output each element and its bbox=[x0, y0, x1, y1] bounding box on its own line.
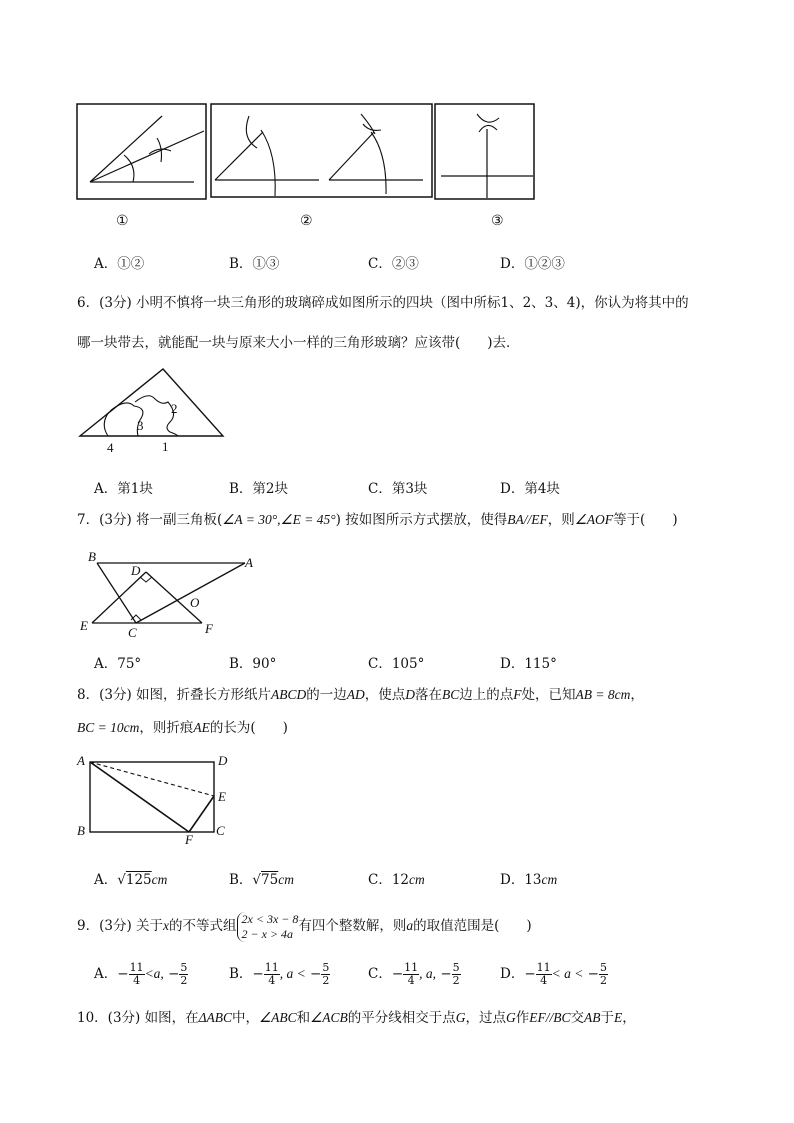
q8-text-line1: 8．(3分) 如图，折叠长方形纸片ABCD的一边AD，使点D落在BC边上的点F处，已知AB = 8cm， bbox=[77, 687, 644, 703]
q6-option-a[interactable]: A．第1块 bbox=[94, 481, 153, 497]
label-B: B bbox=[77, 823, 85, 838]
q9-text: 9．(3分) 关于x的不等式组 2x < 3x − 8 2 − x > 4a 有四个整数解，则a的取值范围是( ) bbox=[77, 911, 532, 941]
q6-option-c[interactable]: C．第3块 bbox=[368, 481, 428, 497]
label-E: E bbox=[218, 789, 226, 804]
q5-option-d[interactable]: D．①②③ bbox=[500, 256, 565, 272]
inequality-system: 2x < 3x − 8 2 − x > 4a bbox=[237, 912, 299, 942]
q7-text: 7．(3分) 将一副三角板(∠A = 30°,∠E = 45°) 按如图所示方式摆放，使得BA//EF，则∠AOF等于( ) bbox=[77, 512, 678, 528]
q8-option-b[interactable]: B．√75cm bbox=[229, 872, 294, 888]
q5-option-c[interactable]: C．②③ bbox=[368, 256, 419, 272]
piece-label-1: 1 bbox=[162, 439, 169, 454]
q5-option-b[interactable]: B．①③ bbox=[229, 256, 280, 272]
figure-construction-3 bbox=[435, 104, 535, 200]
q6-option-b[interactable]: B．第2块 bbox=[229, 481, 289, 497]
label-B: B bbox=[88, 549, 96, 564]
piece-label-4: 4 bbox=[107, 440, 114, 455]
label-A: A bbox=[77, 753, 85, 768]
q8-text-line2: BC = 10cm，则折痕AE的长为( ) bbox=[77, 720, 288, 736]
figure-construction-1 bbox=[77, 104, 207, 200]
label-F: F bbox=[205, 621, 213, 636]
piece-label-2: 2 bbox=[171, 401, 178, 416]
figure-set-squares bbox=[80, 548, 255, 638]
q7-option-a[interactable]: A．75° bbox=[94, 656, 142, 672]
q8-option-c[interactable]: C．12cm bbox=[368, 872, 425, 888]
label-D: D bbox=[218, 753, 228, 768]
label-C: C bbox=[216, 823, 225, 838]
piece-label-3: 3 bbox=[137, 418, 144, 433]
q5-option-a[interactable]: A．①② bbox=[94, 256, 145, 272]
label-C: C bbox=[128, 625, 137, 640]
q9-option-a[interactable]: A．− $\frac{11}{4}$ <a, − $\frac{5}{2}$ bbox=[94, 961, 188, 987]
q6-text-line1: 6．(3分) 小明不慎将一块三角形的玻璃碎成如图所示的四块（图中所标1、2、3、4)，你认为将其中的 bbox=[77, 295, 689, 311]
label-F: F bbox=[185, 832, 193, 847]
figure-construction-2 bbox=[211, 104, 433, 198]
q7-option-d[interactable]: D．115° bbox=[500, 656, 557, 672]
label-D: D bbox=[131, 563, 141, 578]
q7-option-b[interactable]: B．90° bbox=[229, 656, 277, 672]
q6-text-line2: 哪一块带去，就能配一块与原来大小一样的三角形玻璃？应该带( )去． bbox=[77, 335, 520, 351]
figure-caption-2: ② bbox=[300, 213, 313, 229]
figure-broken-triangle bbox=[78, 368, 226, 440]
figure-folded-rectangle bbox=[88, 760, 218, 835]
label-E: E bbox=[80, 618, 88, 633]
q6-option-d[interactable]: D．第4块 bbox=[500, 481, 560, 497]
q7-option-c[interactable]: C．105° bbox=[368, 656, 425, 672]
q9-option-b[interactable]: B．− $\frac{11}{4}$ , a < − $\frac{5}{2}$ bbox=[229, 961, 330, 987]
q9-option-d[interactable]: D．− $\frac{11}{4}$ < a < − $\frac{5}{2}$ bbox=[500, 961, 607, 987]
figure-caption-1: ① bbox=[116, 213, 129, 229]
label-O: O bbox=[190, 595, 200, 610]
q8-option-a[interactable]: A．√125cm bbox=[94, 872, 168, 888]
figure-caption-3: ③ bbox=[491, 213, 504, 229]
label-A: A bbox=[245, 555, 253, 570]
q8-option-d[interactable]: D．13cm bbox=[500, 872, 558, 888]
q9-option-c[interactable]: C．− $\frac{11}{4}$ , a, − $\frac{5}{2}$ bbox=[368, 961, 460, 987]
q10-text: 10．(3分) 如图，在ΔABC中，∠ABC和∠ACB的平分线相交于点G，过点G作EF//BC交AB于E， bbox=[77, 1010, 636, 1026]
